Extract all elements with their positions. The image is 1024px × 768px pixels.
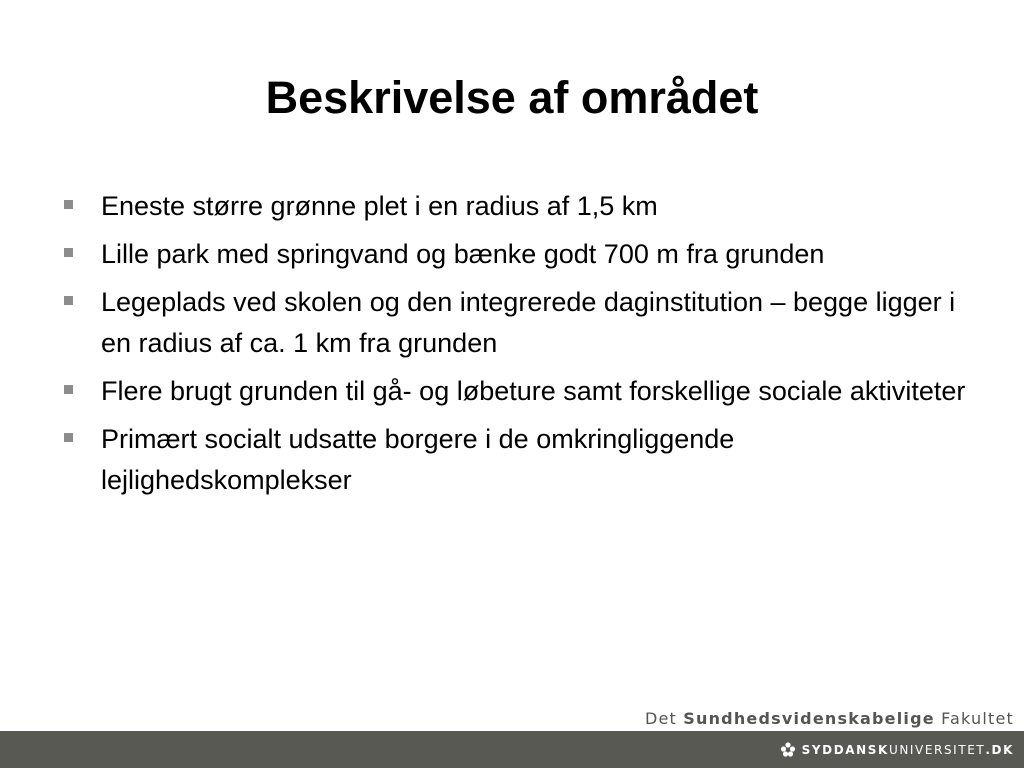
bullet-text: Legeplads ved skolen og den integrerede daginstitution – begge ligger i en radius af ca. 1 km fra grunden [101, 287, 956, 358]
bullet-text: Lille park med springvand og bænke godt 700 m fra grunden [101, 239, 825, 269]
square-bullet-icon [64, 200, 73, 209]
slide-title: Beskrivelse af området [265, 72, 759, 123]
bird-flower-icon [779, 741, 797, 759]
faculty-prefix: Det [644, 709, 684, 728]
bullet-text: Eneste større grønne plet i en radius af 1,5 km [101, 191, 658, 221]
bullet-item [62, 419, 972, 501]
square-bullet-icon [64, 433, 73, 442]
bullet-item [62, 371, 972, 412]
bullet-text: Primært socialt udsatte borgere i de omkringliggende lejlighedskomplekser [101, 424, 735, 495]
faculty-suffix: Fakultet [934, 709, 1014, 728]
faculty-name [645, 709, 1014, 729]
bullet-item [62, 234, 972, 275]
university-domain: .DK [985, 743, 1014, 757]
bullet-text: Flere brugt grunden til gå- og løbeture samt forskellige sociale aktiviteter [101, 376, 966, 406]
square-bullet-icon [64, 248, 73, 257]
university-name-bold: SYDDANSK [801, 743, 889, 757]
bullet-item [62, 186, 972, 227]
square-bullet-icon [64, 296, 73, 305]
university-logo [779, 739, 1014, 761]
bullet-list [62, 186, 972, 508]
square-bullet-icon [64, 385, 73, 394]
footer-bar [0, 731, 1024, 768]
university-name-rest: UNIVERSITET [888, 743, 986, 757]
faculty-name-bold: Sundhedsvidenskabelige [683, 709, 935, 728]
bullet-item [62, 282, 972, 364]
